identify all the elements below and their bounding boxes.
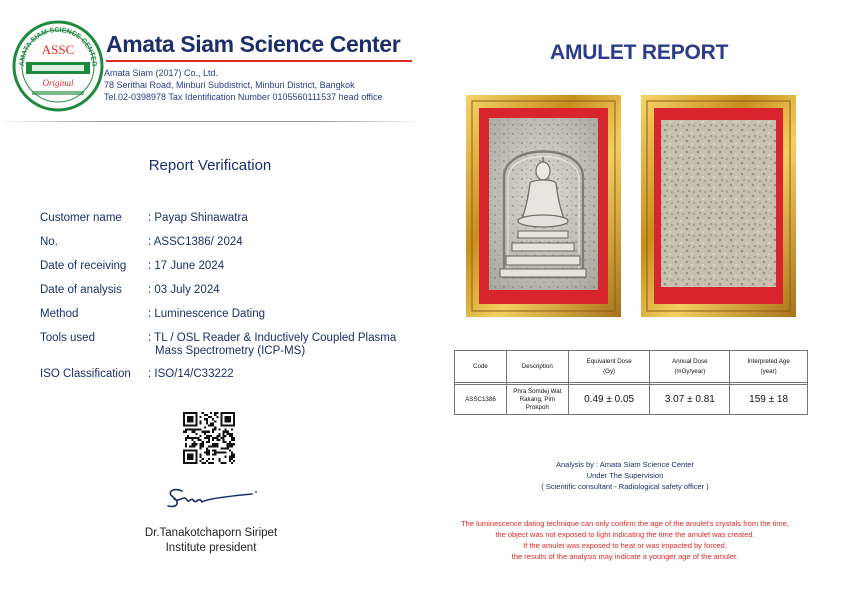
field-label: Tools used bbox=[40, 332, 95, 344]
header-divider bbox=[4, 121, 416, 122]
logo-abbr: ASSC bbox=[41, 42, 75, 57]
field-label: Method bbox=[40, 308, 79, 320]
disclaimer-line: the object was not exposed to light indicating the time the amulet was created. bbox=[495, 530, 755, 539]
amulet-back-image bbox=[641, 95, 796, 317]
header-interpreted-age bbox=[730, 351, 808, 383]
field-label: Date of analysis bbox=[40, 284, 122, 296]
signer-title: Institute president bbox=[165, 542, 257, 554]
field-value: : 17 June 2024 bbox=[148, 260, 225, 272]
header-rule bbox=[106, 60, 412, 62]
header-annual-dose bbox=[650, 351, 730, 383]
cell-interpreted-age: 159 ± 18 bbox=[730, 385, 808, 415]
signer-name: Dr.Tanakotchaporn Siripet bbox=[144, 527, 278, 539]
header-text: Interpreted Age bbox=[747, 357, 790, 365]
verification-title: Report Verification bbox=[148, 157, 272, 174]
address-line: Tel.02-0398978 Tax Identification Number 0105560111537 head office bbox=[104, 92, 383, 102]
table-row bbox=[455, 385, 808, 415]
address-line: Amata Siam (2017) Co., Ltd. bbox=[104, 68, 219, 78]
field-value-line: Mass Spectrometry (ICP-MS) bbox=[155, 345, 306, 357]
report-title: AMULET REPORT bbox=[550, 41, 729, 64]
address-line: 78 Serithai Road, Minburi Subdistrict, Minburi District, Bangkok bbox=[104, 80, 355, 90]
field-value: : ASSC1386/ 2024 bbox=[148, 236, 243, 248]
header-text: Annual Dose bbox=[672, 357, 708, 365]
field-value-line: : TL / OSL Reader & Inductively Coupled Plasma bbox=[148, 332, 397, 344]
logo-banner-text: Original bbox=[42, 78, 74, 88]
cell-annual-dose: 3.07 ± 0.81 bbox=[650, 385, 730, 415]
field-label: No. bbox=[40, 236, 58, 248]
analysis-supervision: Under The Supervision bbox=[586, 471, 664, 480]
table-header-row bbox=[455, 351, 808, 383]
header-unit: (Gy) bbox=[603, 367, 616, 375]
disclaimer-line: If the amulet was exposed to heat or was impacted by forced, bbox=[523, 541, 727, 550]
field-label: Date of receiving bbox=[40, 260, 127, 272]
assc-logo bbox=[12, 20, 104, 112]
description-line: Phra Somdej Wat bbox=[513, 387, 562, 395]
logo-ring-text: AMATA SIAM SCIENCE CENTER bbox=[18, 26, 98, 67]
field-label: ISO Classification bbox=[40, 368, 131, 380]
results-table bbox=[454, 350, 808, 415]
header-unit: (mGy/year) bbox=[674, 367, 706, 375]
field-value: : ISO/14/C33222 bbox=[148, 368, 234, 380]
analysis-consultant: ( Scientific consultant - Radiological safety officer ) bbox=[541, 482, 709, 491]
amulet-front-image bbox=[466, 95, 621, 317]
description-line: Rakang, Pim Prokpoh bbox=[519, 395, 556, 411]
field-value: : Luminescence Dating bbox=[148, 308, 265, 320]
header-description: Description bbox=[506, 351, 568, 383]
analysis-by: Analysis by : Amata Siam Science Center bbox=[556, 460, 694, 469]
field-value bbox=[148, 332, 396, 358]
disclaimer-line: the results of the analysis may indicate a younger age of the amulet. bbox=[511, 552, 739, 561]
field-value: : 03 July 2024 bbox=[148, 284, 220, 296]
header-equivalent-dose bbox=[568, 351, 650, 383]
header-code: Code bbox=[455, 351, 507, 383]
cell-equivalent-dose: 0.49 ± 0.05 bbox=[568, 385, 650, 415]
cell-description bbox=[506, 385, 568, 415]
header-text: Equivalent Dose bbox=[586, 357, 632, 365]
header-unit: (year) bbox=[760, 367, 777, 375]
field-label: Customer name bbox=[40, 212, 122, 224]
field-value: : Payap Shinawatra bbox=[148, 212, 248, 224]
company-name: Amata Siam Science Center bbox=[106, 31, 401, 57]
cell-code: ASSC1386 bbox=[455, 385, 507, 415]
signature-image bbox=[160, 482, 260, 514]
disclaimer-line: The luminescence dating technique can only confirm the age of the amulet's crystals from the time, bbox=[461, 519, 789, 528]
qr-code[interactable] bbox=[183, 412, 235, 464]
company-address bbox=[104, 67, 383, 103]
